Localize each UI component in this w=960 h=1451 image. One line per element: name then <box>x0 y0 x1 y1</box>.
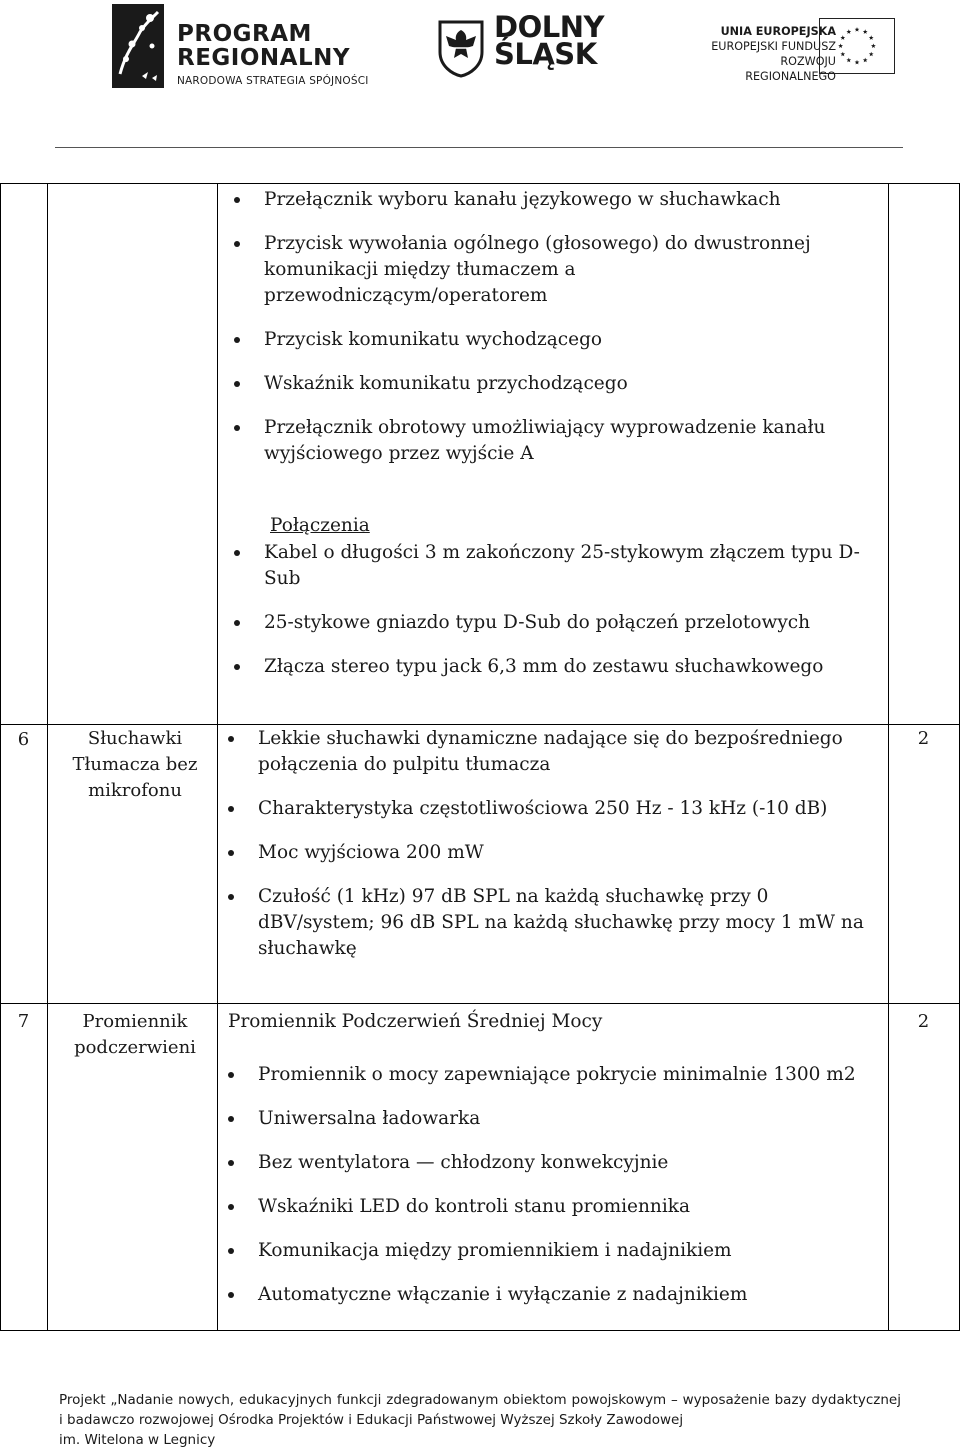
eu-star-icon <box>863 29 868 34</box>
specification-table <box>0 183 960 1331</box>
headphones-specs <box>218 726 878 962</box>
header-logos <box>0 0 960 110</box>
table-border-bottom <box>0 1330 960 1331</box>
dolny-line: DOLNY <box>494 10 604 44</box>
list-item: Bez wentylatora — chłodzony konwekcyjnie <box>218 1150 878 1176</box>
table-border-num <box>47 183 48 1331</box>
footer-last-line: im. Witelona w Legnicy <box>59 1432 216 1448</box>
ue-line: UNIA EUROPEJSKA <box>720 25 836 38</box>
program-regionalny-logo-icon <box>112 4 164 88</box>
table-border-top <box>0 183 960 184</box>
eu-star-icon <box>863 58 868 63</box>
list-item: Przycisk komunikatu wychodzącego <box>224 327 864 353</box>
list-item: Przełącznik obrotowy umożliwiający wyprowadzenie kanału wyjściowego przez wyjście A <box>224 415 864 467</box>
slask-line: ŚLĄSK <box>494 37 597 71</box>
quantity: 2 <box>917 728 930 749</box>
regional-line: ROZWOJU REGIONALNEGO <box>745 55 836 83</box>
item-name: Słuchawki Tłumacza bez mikrofonu <box>72 728 198 801</box>
eu-star-icon <box>840 52 845 57</box>
list-item: Uniwersalna ładowarka <box>218 1106 878 1132</box>
eu-star-icon <box>838 43 843 48</box>
project-footer <box>59 1390 901 1450</box>
row-number: 6 <box>17 729 30 750</box>
eu-star-icon <box>855 60 860 65</box>
fund-line: EUROPEJSKI FUNDUSZ <box>711 40 836 53</box>
header-divider <box>55 147 903 148</box>
list-item: Przełącznik wyboru kanału językowego w słuchawkach <box>224 187 864 213</box>
eu-fund-text <box>696 24 836 84</box>
list-item: Kabel o długości 3 m zakończony 25-stykowym złączem typu D-Sub <box>224 540 874 592</box>
eu-star-icon <box>869 35 874 40</box>
item-name: Promiennik podczerwieni <box>74 1011 196 1058</box>
list-item: Wskaźniki LED do kontroli stanu promiennika <box>218 1194 878 1220</box>
list-item: Automatyczne włączanie i wyłączanie z nadajnikiem <box>218 1282 878 1308</box>
list-item: Charakterystyka częstotliwościowa 250 Hz - 13 kHz (-10 dB) <box>218 796 878 822</box>
eu-star-icon <box>846 29 851 34</box>
list-item: Czułość (1 kHz) 97 dB SPL na każdą słuchawkę przy 0 dBV/system; 96 dB SPL na każdą słuchawkę przy mocy 1 mW na słuchawkę <box>218 884 878 962</box>
row-continued-items <box>224 187 864 467</box>
item-title: Promiennik Podczerwień Średniej Mocy <box>228 1011 603 1032</box>
table-border-desc <box>888 183 889 1331</box>
footer-text: Projekt „Nadanie nowych, edukacyjnych funkcji zdegradowanym obiektom powojskowym – wyposażenie bazy dydaktycznej i badawczo rozwojowej Ośrodka Projektów i Edukacji Państwowej Wyższej Szkoły Zawodowej <box>59 1392 901 1428</box>
program-line: PROGRAM <box>177 21 312 47</box>
list-item: Promiennik o mocy zapewniające pokrycie minimalnie 1300 m2 <box>218 1062 878 1088</box>
table-border-left <box>0 183 1 1331</box>
eu-star-icon <box>855 27 860 32</box>
eu-star-icon <box>871 43 876 48</box>
eu-star-icon <box>869 52 874 57</box>
list-item: 25-stykowe gniazdo typu D-Sub do połączeń przelotowych <box>224 610 874 636</box>
list-item: Lekkie słuchawki dynamiczne nadające się do bezpośredniego połączenia do pulpitu tłumacza <box>218 726 878 778</box>
row-divider-7 <box>0 1003 960 1004</box>
program-regionalny-text <box>177 22 369 87</box>
row-number: 7 <box>17 1011 30 1032</box>
row-divider-6 <box>0 724 960 725</box>
list-item: Komunikacja między promiennikiem i nadajnikiem <box>218 1238 878 1264</box>
eu-star-icon <box>840 35 845 40</box>
section-heading: Połączenia <box>270 515 370 536</box>
connection-items <box>224 540 874 680</box>
dolny-slask-text <box>494 10 604 71</box>
strategy-line: NARODOWA STRATEGIA SPÓJNOŚCI <box>177 75 369 87</box>
eu-star-icon <box>846 58 851 63</box>
eagle-crest-icon <box>436 18 486 78</box>
list-item: Moc wyjściowa 200 mW <box>218 840 878 866</box>
quantity: 2 <box>917 1011 930 1032</box>
list-item: Przycisk wywołania ogólnego (głosowego) do dwustronnej komunikacji między tłumaczem a przewodniczącym/operatorem <box>224 231 864 309</box>
list-item: Wskaźnik komunikatu przychodzącego <box>224 371 864 397</box>
list-item: Złącza stereo typu jack 6,3 mm do zestawu słuchawkowego <box>224 654 874 680</box>
radiator-specs <box>218 1062 878 1308</box>
regionalny-line: REGIONALNY <box>177 45 351 71</box>
eu-flag-icon <box>819 18 895 74</box>
